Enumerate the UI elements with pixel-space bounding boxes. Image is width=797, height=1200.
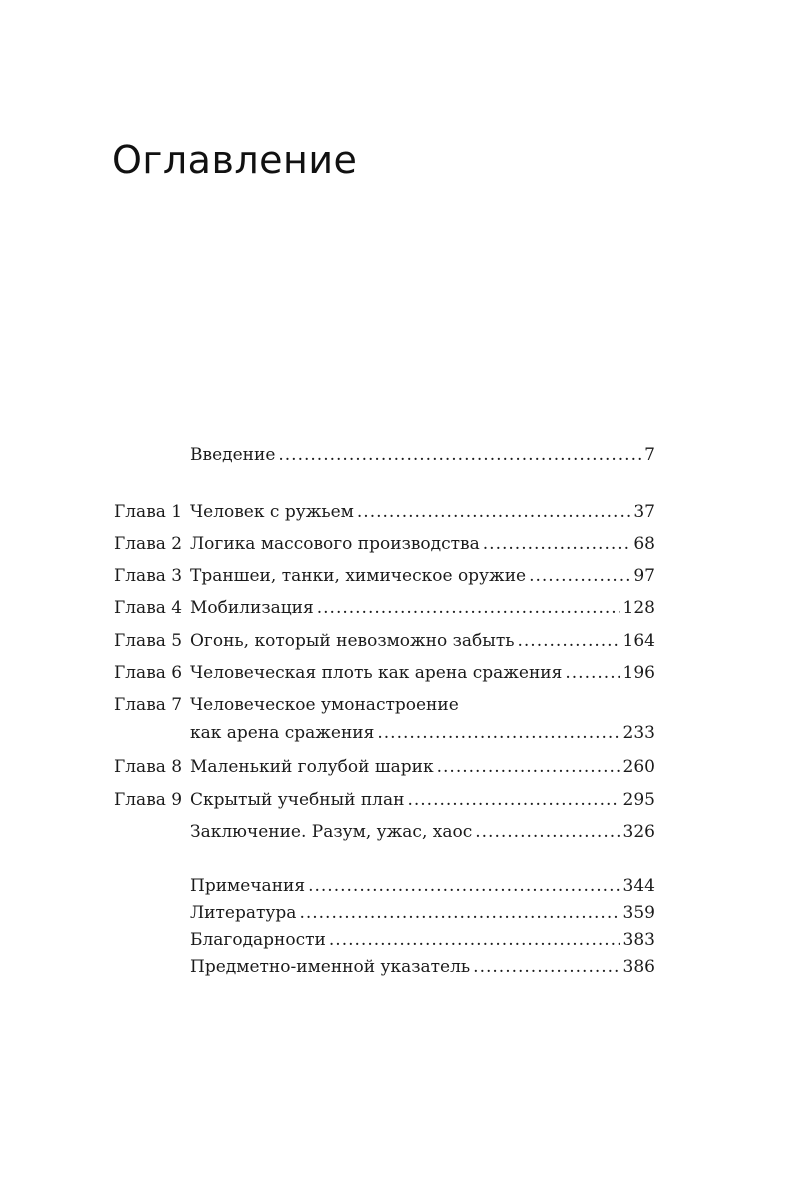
toc-page-number: 164 [622, 631, 655, 651]
dot-leader [473, 957, 619, 977]
toc-entry-chapter-3[interactable] [114, 566, 655, 586]
toc-entry-text: Человеческая плоть как арена сражения [190, 663, 563, 683]
dot-leader [437, 757, 620, 777]
toc-page-number: 383 [622, 930, 655, 950]
toc-entry-text: Траншеи, танки, химическое оружие [190, 566, 527, 586]
toc-page-number: 196 [622, 663, 655, 683]
toc-entry-text: Огонь, который невозможно забыть [190, 631, 515, 651]
toc-entry-text: Скрытый учебный план [190, 790, 405, 810]
chapter-label: Глава 8 [114, 757, 183, 777]
dot-leader [357, 502, 630, 522]
chapter-label: Глава 1 [114, 502, 183, 522]
dot-leader [518, 631, 620, 651]
chapter-label: Глава 2 [114, 534, 183, 554]
toc-entry-text: Предметно-именной указатель [190, 957, 471, 977]
toc-page-number: 68 [633, 534, 655, 554]
toc-entry-text: как арена сражения [190, 723, 375, 743]
dot-leader [407, 790, 619, 810]
toc-page-number: 260 [622, 757, 655, 777]
page-title: Оглавление [112, 138, 358, 182]
chapter-label: Глава 3 [114, 566, 183, 586]
toc-entry-text-line1: Человеческое умонастроение [190, 695, 459, 715]
dot-leader [565, 663, 619, 683]
toc-entry-notes[interactable] [114, 876, 655, 896]
toc-entry-text: Заключение. Разум, ужас, хаос [190, 822, 473, 842]
toc-entry-text: Благодарности [190, 930, 326, 950]
toc-entry-chapter-6[interactable] [114, 663, 655, 683]
chapter-label: Глава 4 [114, 598, 183, 618]
toc-page-number: 295 [622, 790, 655, 810]
toc-entry-text: Литература [190, 903, 297, 923]
toc-page-number: 359 [622, 903, 655, 923]
dot-leader [529, 566, 630, 586]
toc-entry-text: Человек с ружьем [190, 502, 354, 522]
toc-entry-literature[interactable] [114, 903, 655, 923]
dot-leader [308, 876, 619, 896]
toc-entry-acknowledgements[interactable] [114, 930, 655, 950]
toc-page-number: 97 [633, 566, 655, 586]
toc-entry-text: Логика массового производства [190, 534, 480, 554]
toc-entry-chapter-8[interactable] [114, 757, 655, 777]
dot-leader [329, 930, 620, 950]
toc-entry-conclusion[interactable] [114, 822, 655, 842]
toc-entry-text: Примечания [190, 876, 306, 896]
chapter-label: Глава 6 [114, 663, 183, 683]
toc-page-number: 7 [644, 445, 655, 465]
toc-entry-chapter-1[interactable] [114, 502, 655, 522]
toc-page-number: 344 [622, 876, 655, 896]
toc-entry-index[interactable] [114, 957, 655, 977]
toc-entry-intro[interactable] [114, 445, 655, 465]
toc-entry-text: Мобилизация [190, 598, 314, 618]
dot-leader [475, 822, 619, 842]
chapter-label: Глава 5 [114, 631, 183, 651]
toc-entry-text: Введение [190, 445, 276, 465]
toc-page-number: 386 [622, 957, 655, 977]
toc-entry-chapter-4[interactable] [114, 598, 655, 618]
toc-entry-chapter-7[interactable] [114, 695, 655, 743]
toc-entry-chapter-5[interactable] [114, 631, 655, 651]
toc-entry-chapter-2[interactable] [114, 534, 655, 554]
toc-entry-text: Маленький голубой шарик [190, 757, 434, 777]
dot-leader [278, 445, 641, 465]
toc-page-number: 326 [622, 822, 655, 842]
toc-page-number: 233 [622, 723, 655, 743]
chapter-label: Глава 7 [114, 695, 183, 715]
dot-leader [299, 903, 619, 923]
toc-page-number: 37 [633, 502, 655, 522]
dot-leader [377, 723, 619, 743]
dot-leader [483, 534, 631, 554]
chapter-label: Глава 9 [114, 790, 183, 810]
dot-leader [317, 598, 620, 618]
toc-entry-chapter-9[interactable] [114, 790, 655, 810]
toc-page-number: 128 [622, 598, 655, 618]
